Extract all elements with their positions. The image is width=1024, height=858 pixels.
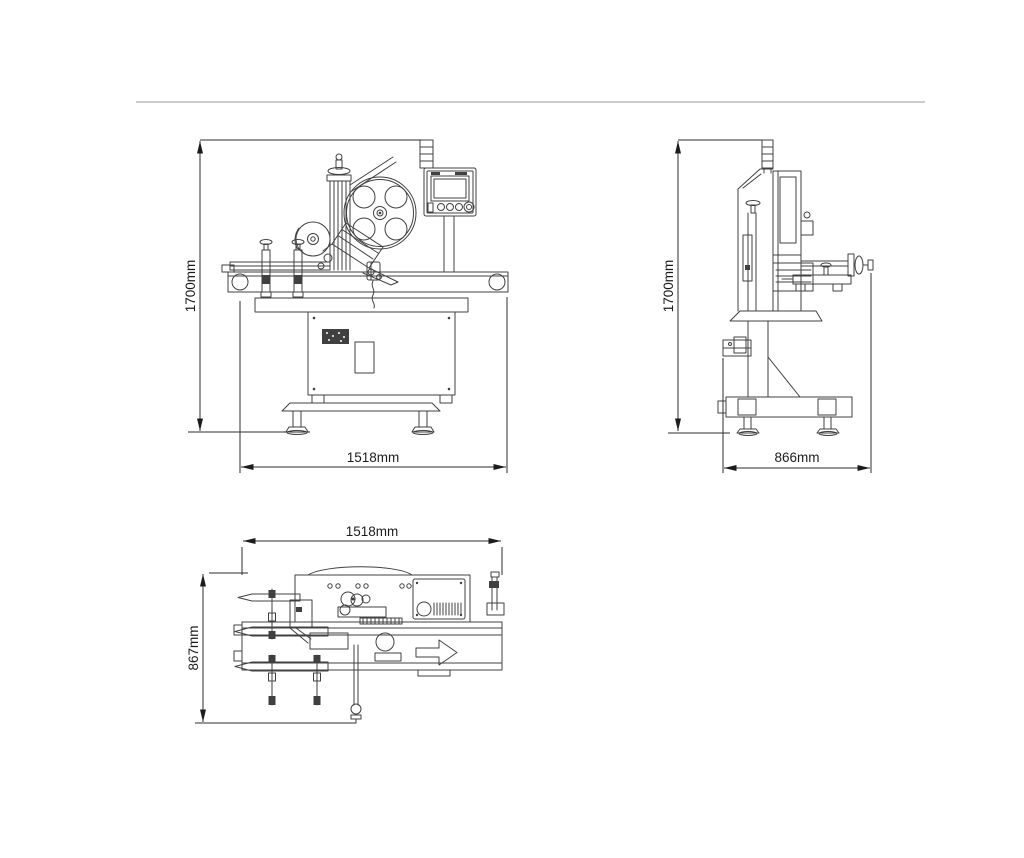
top-view-drawing [160,515,530,765]
head-housing [738,169,813,311]
front-machine [222,140,508,435]
top-dimensions [186,524,502,723]
direction-arrow-icon [416,640,457,665]
mast-detail [743,201,760,312]
front-view-drawing [150,115,535,490]
top-width-label: 1518mm [345,524,399,539]
label-head-column [327,154,396,270]
machine-base [282,395,452,435]
machine-cabinet [255,298,468,395]
machine-housing [295,567,470,622]
side-view-drawing [630,115,890,490]
stand [718,311,852,436]
front-height-label: 1700mm [183,259,198,313]
conveyor-bed [234,622,502,676]
front-width-label: 1518mm [346,450,400,465]
top-machine [234,567,504,723]
conveyor-end [723,340,751,356]
nameplate [322,329,349,344]
side-depth-label: 866mm [774,450,820,465]
header-divider [136,101,925,103]
tower-light [420,140,433,168]
side-dimensions [661,140,871,473]
adjust-arm [801,254,873,276]
bottle-clamp [782,263,851,291]
side-height-label: 1700mm [661,259,676,313]
sensor-bracket [487,572,504,615]
tower-light [762,140,773,173]
side-machine [718,140,873,436]
product-stop [367,262,380,308]
head-top-detail [290,584,411,723]
control-box [413,579,465,619]
top-depth-label: 867mm [186,625,201,671]
hmi-panel [424,168,476,272]
front-dimensions [183,140,507,473]
